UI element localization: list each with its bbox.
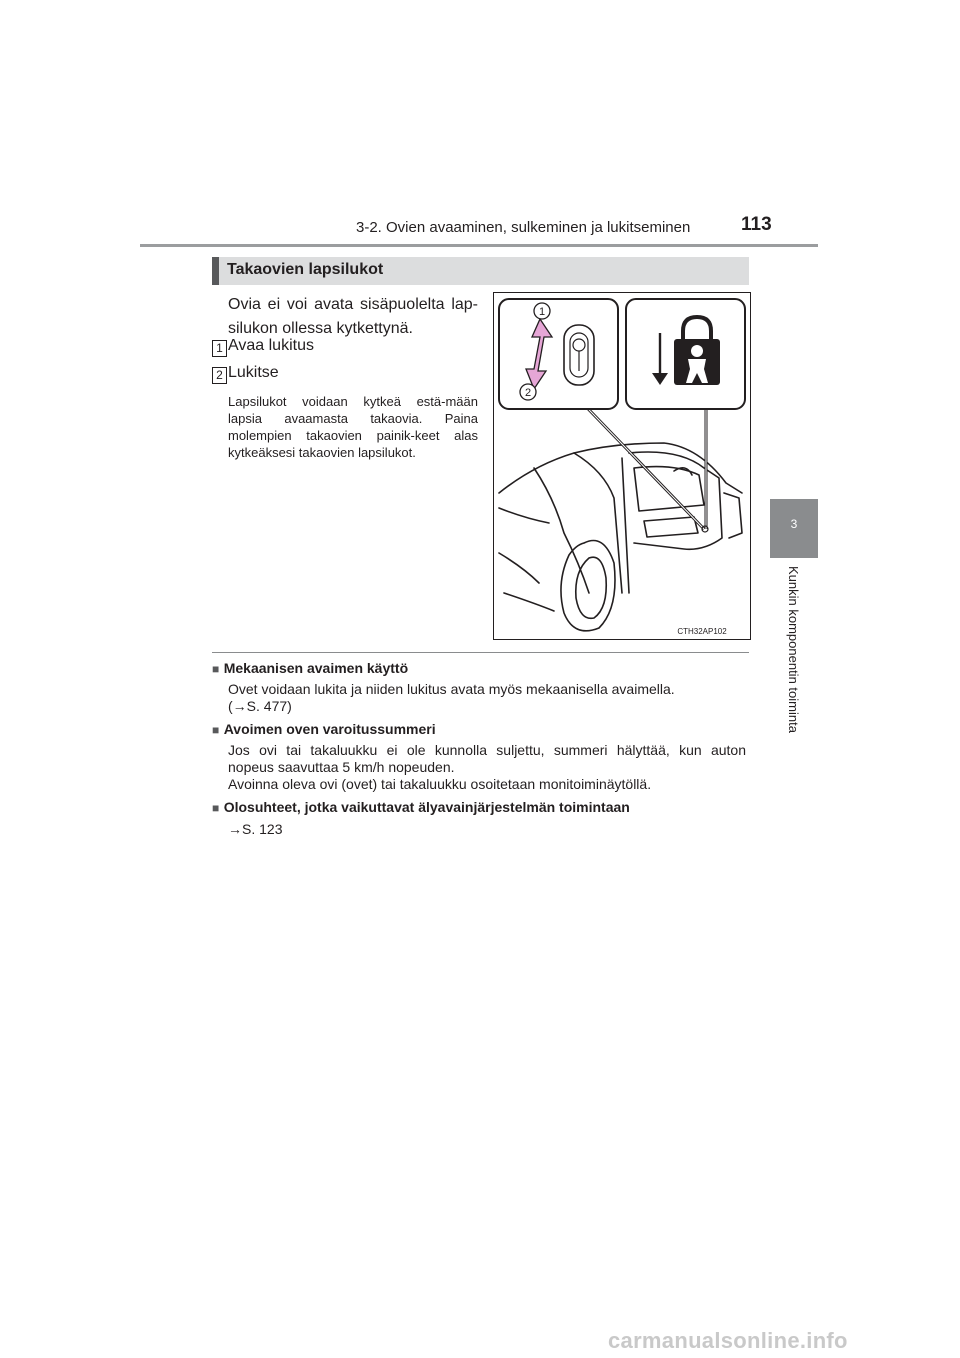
item-1-line-2: (→S. 477) [228,698,292,714]
item-2-line-3: Avoinna oleva ovi (ovet) tai takaluukku osoitetaan monitoiminäytöllä. [228,776,652,792]
item-2-title: Avoimen oven varoitussummeri [223,721,436,737]
intro-text: Ovia ei voi avata sisäpuolelta lap-silukon ollessa kytkettynä. [228,296,478,337]
illustration-code: CTH32AP102 [677,627,727,636]
square-bullet-icon: ■ [212,801,220,815]
step-2-label: Lukitse [228,364,279,381]
item-3-line-1: →S. 123 [228,821,283,837]
chapter-tab-number: 3 [790,517,798,531]
callout-1: 1 [538,306,546,318]
illustration-svg [494,293,750,639]
item-1-line-1: Ovet voidaan lukita ja niiden lukitus avata myös mekaanisella avaimella. [228,681,675,697]
running-header: 3-2. Ovien avaaminen, sulkeminen ja lukitseminen [356,219,691,236]
header-rule [140,244,818,247]
item-2-line-2: nopeus saavuttaa 5 km/h nopeuden. [228,759,455,775]
item-2-line-1: Jos ovi tai takaluukku ei ole kunnolla suljettu, summeri hälyttää, kun auton [228,742,746,758]
step-2-badge: 2 [212,367,227,384]
item-2-heading [212,721,436,739]
step-1-label: Avaa lukitus [228,337,314,354]
child-lock-illustration [493,292,751,640]
item-1-title: Mekaanisen avaimen käyttö [223,660,409,676]
watermark: carmanualsonline.info [608,1328,848,1353]
section-title: Takaovien lapsilukot [227,261,384,278]
square-bullet-icon: ■ [212,662,220,676]
page-number: 113 [741,214,772,235]
item-3-title: Olosuhteet, jotka vaikuttavat älyavainjärjestelmän toimintaan [223,799,630,815]
step-1-badge: 1 [212,340,227,357]
section-rule [212,652,749,653]
child-lock-note: Lapsilukot voidaan kytkeä estä-mään lapsia avaamasta takaovia. Paina molempien takaovien painik-keet alas kytkeäksesi takaovien lapsilukot. [228,394,478,460]
item-3-heading [212,799,630,817]
square-bullet-icon: ■ [212,723,220,737]
callout-2: 2 [524,387,532,399]
item-1-heading [212,660,408,678]
chapter-tab-label: Kunkin komponentin toiminta [786,566,801,733]
section-heading-accent [212,257,219,285]
